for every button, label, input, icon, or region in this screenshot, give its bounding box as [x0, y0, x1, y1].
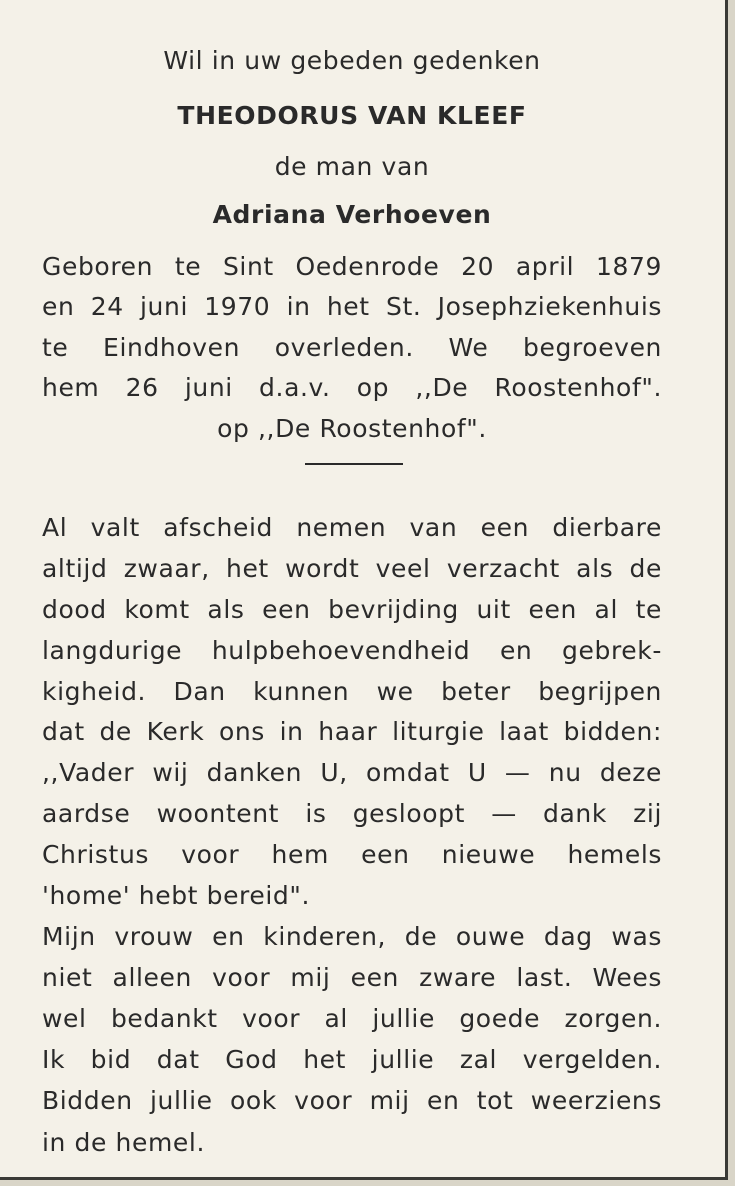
bio-line: te Eindhoven overleden. We begroeven: [42, 333, 662, 362]
spouse-name: Adriana Verhoeven: [212, 200, 492, 229]
text-line: 'home' hebt bereid".: [42, 881, 311, 910]
text-line: kigheid. Dan kunnen we beter begrijpen: [42, 677, 662, 706]
divider: [305, 463, 403, 465]
text-line: in de hemel.: [42, 1128, 205, 1157]
relation-line: de man van: [274, 152, 430, 181]
text-line: Bidden jullie ook voor mij en tot weerziens: [42, 1086, 662, 1115]
text-line: altijd zwaar, het wordt veel verzacht als de: [42, 554, 662, 583]
text-line: dat de Kerk ons in haar liturgie laat bidden:: [42, 717, 662, 746]
text-line: Ik bid dat God het jullie zal vergelden.: [42, 1045, 662, 1074]
text-line: Mijn vrouw en kinderen, de ouwe dag was: [42, 922, 662, 951]
bio-line: op ,,De Roostenhof".: [217, 414, 487, 443]
bio-line: en 24 juni 1970 in het St. Josephziekenhuis: [42, 292, 662, 321]
text-line: ,,Vader wij danken U, omdat U — nu deze: [42, 758, 662, 787]
text-line: langdurige hulpbehoevendheid en gebrek-: [42, 636, 662, 665]
text-line: aardse woontent is gesloopt — dank zij: [42, 799, 662, 828]
text-line: Christus voor hem een nieuwe hemels: [42, 840, 662, 869]
text-line: Al valt afscheid nemen van een dierbare: [42, 513, 662, 542]
text-line: wel bedankt voor al jullie goede zorgen.: [42, 1004, 662, 1033]
bio-line: hem 26 juni d.a.v. op ,,De Roostenhof".: [42, 373, 662, 402]
intro-line: Wil in uw gebeden gedenken: [163, 46, 541, 75]
text-line: dood komt als een bevrijding uit een al te: [42, 595, 662, 624]
bio-line: Geboren te Sint Oedenrode 20 april 1879: [42, 252, 662, 281]
deceased-name: THEODORUS VAN KLEEF: [177, 101, 527, 130]
text-line: niet alleen voor mij een zware last. Wees: [42, 963, 662, 992]
